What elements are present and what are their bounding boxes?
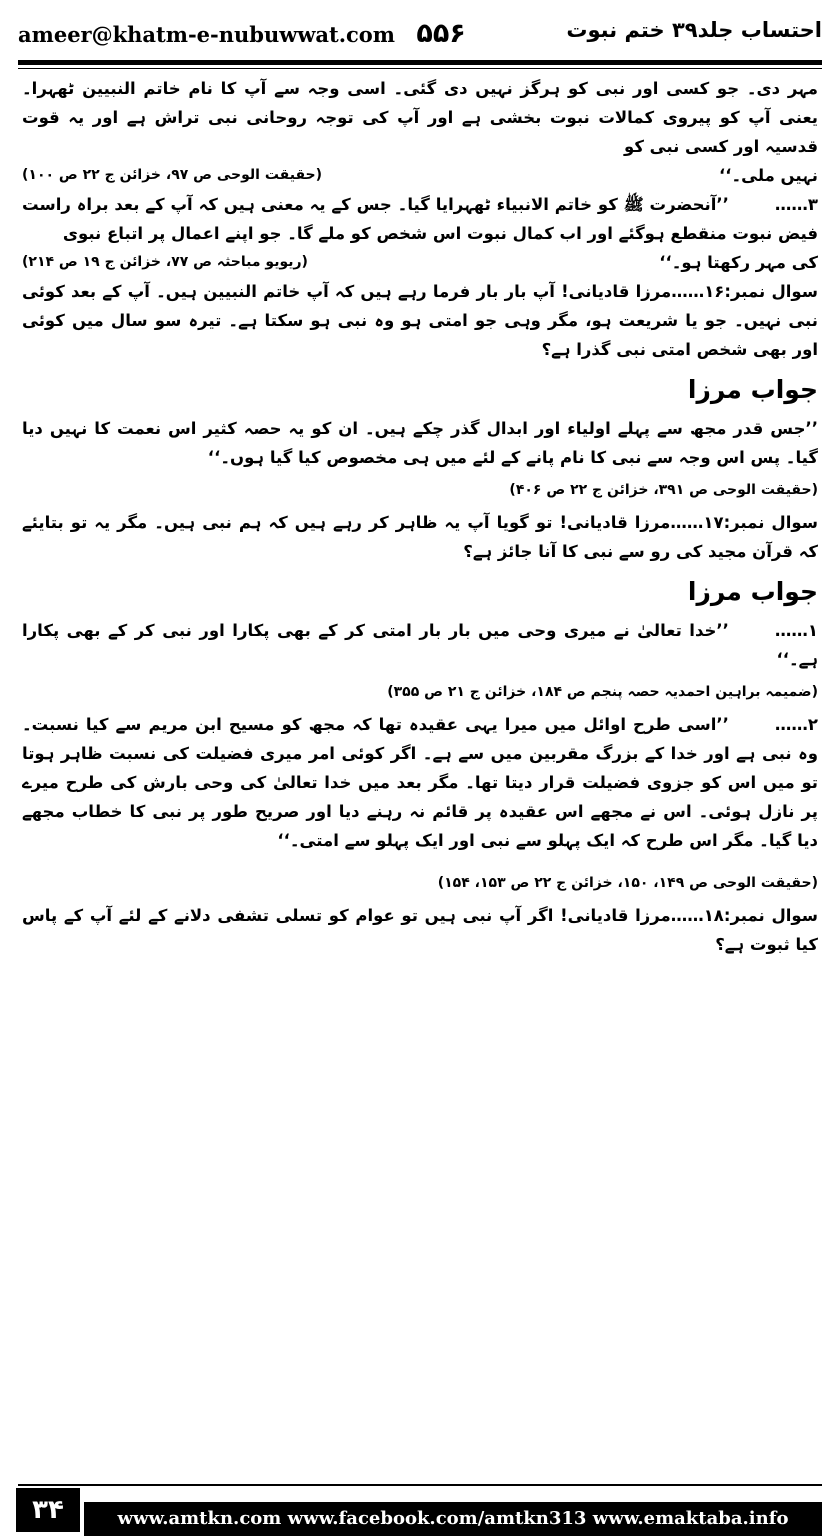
answer-17-2: [22, 710, 818, 855]
footer-page-number: ۳۴: [16, 1488, 80, 1532]
paragraph-end-line: [22, 161, 818, 190]
item-number: ۳……: [774, 195, 818, 214]
item-number: ۱……: [774, 621, 818, 640]
section-heading: جواب مرزا: [687, 375, 818, 404]
spacer: [22, 855, 818, 865]
footer-links[interactable]: www.amtkn.com www.facebook.com/amtkn313 www.emaktaba.info: [84, 1502, 822, 1536]
quote-3-tail: کی مہر رکھتا ہو۔‘‘: [659, 253, 818, 272]
reference: (حقیقت الوحی ص ۳۹۱، خزائن ج ۲۲ ص ۴۰۶): [509, 482, 818, 498]
reference: (ریویو مباحثہ ص ۷۷، خزائن ج ۱۹ ص ۲۱۴): [22, 254, 308, 270]
answer-17-1-reference-line: [22, 676, 818, 706]
footer-rule: [18, 1484, 822, 1486]
header-email-group: [18, 18, 466, 49]
header-book-title: احتساب جلد۳۹ ختم نبوت: [566, 18, 822, 42]
question-17: سوال نمبر:۱۷……مرزا قادیانی! تو گویا آپ یہ ظاہر کر رہے ہیں کہ ہم نبی ہیں۔ مگر یہ تو بتایئے کہ قرآن مجید کی رو سے نبی کا آنا جائز ہے؟: [22, 513, 818, 561]
quote-3: [22, 190, 818, 248]
reference: (حقیقت الوحی ص ۱۴۹، ۱۵۰، خزائن ج ۲۲ ص ۱۵۳، ۱۵۴): [437, 875, 818, 891]
header-email[interactable]: ameer@khatm-e-nubuwwat.com: [18, 22, 396, 47]
quote-3-text: ’’آنحضرت ﷺ کو خاتم الانبیاء ٹھہرایا گیا۔ جس کے یہ معنی ہیں کہ آپ کے بعد براہ راست فیض نبوت منقطع ہوگئے اور اب کمال نبوت اس شخص کو ملے گا۔ جو اپنے اعمال پر اتباع نبوی: [22, 195, 818, 243]
quote-3-end-line: [22, 248, 818, 277]
section-heading: جواب مرزا: [687, 577, 818, 606]
answer-17-1-text: ’’خدا تعالیٰ نے میری وحی میں بار بار امتی کر کے بھی پکارا اور نبی کر کے بھی پکارا ہے۔‘‘: [22, 621, 818, 669]
answer-17-2-reference-line: [22, 867, 818, 897]
question-16: سوال نمبر:۱۶……مرزا قادیانی! آپ بار بار فرما رہے ہیں کہ آپ خاتم النبیین ہیں۔ آپ کے بعد کوئی نبی نہیں۔ جو یا شریعت ہو، مگر وہی جو امتی ہو وہ نبی ہو سکتا ہے۔ تیرہ سو سال میں کوئی اور بھی شخص امتی نبی گذرا ہے؟: [22, 282, 818, 359]
answer-17-2-text: ’’اسی طرح اوائل میں میرا یہی عقیدہ تھا کہ مجھ کو مسیح ابن مریم سے کیا نسبت۔ وہ نبی ہے اور خدا کے بزرگ مقربین میں سے ہے۔ اگر کوئی امر میری فضیلت کی نسبت ظاہر ہوتا تو میں اس کو جزوی فضیلت قرار دیتا تھا۔ مگر بعد میں خدا تعالیٰ کی وحی بارش کی طرح میرے پر نازل ہوئی۔ اس نے مجھے اس عقیدہ پر قائم نہ رہنے دیا اور صریح طور پر نبی کا خطاب مجھے دیا گیا۔ مگر اس طرح کہ ایک پہلو سے نبی اور ایک پہلو سے امتی۔‘‘: [22, 715, 818, 850]
answer-16-reference-line: [22, 474, 818, 504]
paragraph-continuation: مہر دی۔ جو کسی اور نبی کو ہرگز نہیں دی گئی۔ اسی وجہ سے آپ کا نام خاتم النبیین ٹھہرا۔ یعنی آپ کو پیروی کمالات نبوت بخشی ہے اور آپ کی توجہ روحانی نبی تراش ہے اور یہ قوت قدسیہ اور کسی نبی کو: [22, 79, 818, 156]
header-rule-thin: [18, 68, 822, 69]
header-rule-thick: [18, 60, 822, 65]
reference: (حقیقت الوحی ص ۹۷، خزائن ج ۲۲ ص ۱۰۰): [22, 167, 323, 183]
page-body: [22, 74, 818, 1442]
answer-16: ’’جس قدر مجھ سے پہلے اولیاء اور ابدال گذر چکے ہیں۔ ان کو یہ حصہ کثیر اس نعمت کا نہیں دیا گیا۔ پس اس وجہ سے نبی کا نام پانے کے لئے میں ہی مخصوص کیا گیا ہوں۔‘‘: [22, 419, 818, 467]
item-number: ۲……: [774, 715, 818, 734]
question-18: سوال نمبر:۱۸……مرزا قادیانی! اگر آپ نبی ہیں تو عوام کو تسلی تشفی دلانے کے لئے آپ کے پاس کیا ثبوت ہے؟: [22, 906, 818, 954]
page-header: [18, 6, 822, 58]
header-page-number: ۵۵۶: [416, 18, 466, 49]
answer-17-1: [22, 616, 818, 674]
paragraph-tail: نہیں ملی۔‘‘: [718, 166, 818, 185]
reference: (ضمیمہ براہین احمدیہ حصہ پنجم ص ۱۸۴، خزائن ج ۲۱ ص ۳۵۵): [387, 684, 818, 700]
